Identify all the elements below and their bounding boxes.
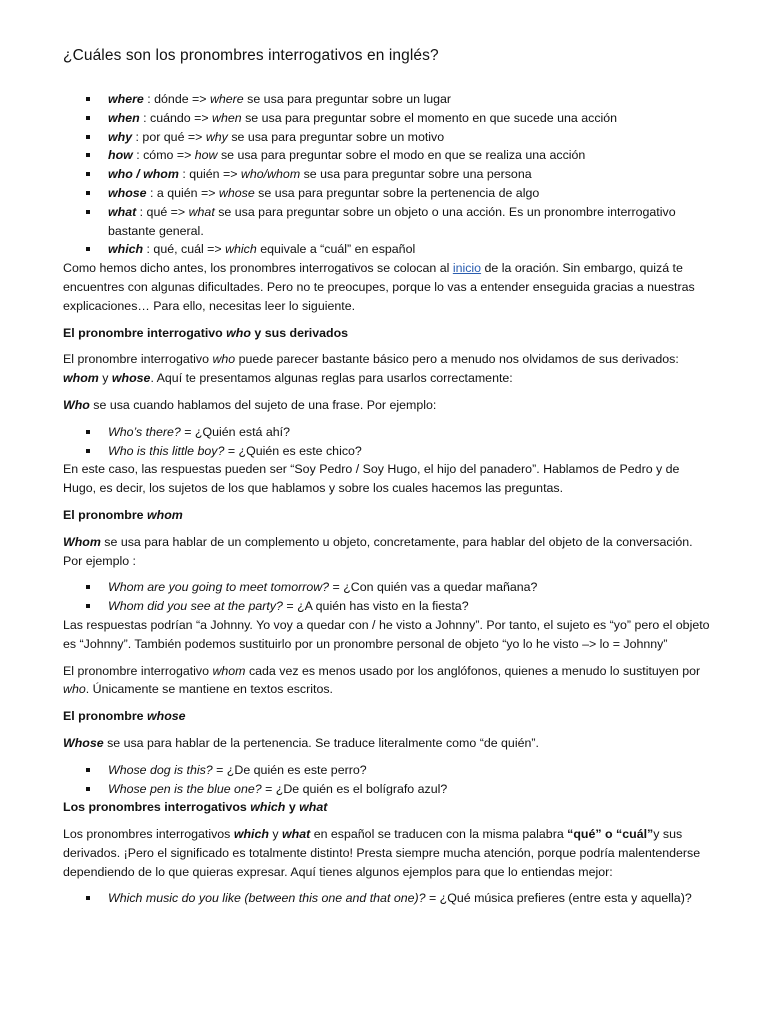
example-list — [63, 423, 713, 461]
section-heading-who: El pronombre interrogativo who y sus derivados — [63, 325, 349, 340]
paragraph: Las respuestas podrían “a Johnny. Yo voy a quedar con / he visto a Johnny”. Por tanto, el sujeto es “yo” pero el objeto es “Johnny”. También podemos sustituirlo por un pronombre personal de objeto “yo lo he visto –> lo = Johnny” — [63, 617, 710, 651]
list-item: Whose pen is the blue one? = ¿De quién es el bolígrafo azul? — [86, 780, 713, 799]
page-title: ¿Cuáles son los pronombres interrogativos en inglés? — [63, 47, 439, 64]
list-item: Who’s there? = ¿Quién está ahí? — [86, 423, 713, 442]
document-page — [63, 46, 713, 908]
list-item: where : dónde => where se usa para preguntar sobre un lugar — [86, 90, 713, 109]
list-item: Who is this little boy? = ¿Quién es este chico? — [86, 442, 713, 461]
example-list — [63, 578, 713, 616]
inicio-link[interactable]: inicio — [452, 261, 482, 276]
list-item: who / whom : quién => who/whom se usa para preguntar sobre una persona — [86, 165, 713, 184]
list-item: when : cuándo => when se usa para preguntar sobre el momento en que sucede una acción — [86, 109, 713, 128]
list-item: Whom did you see at the party? = ¿A quién has visto en la fiesta? — [86, 597, 713, 616]
paragraph: Los pronombres interrogativos which y what en español se traducen con la misma palabra “qué” o “cuál”y sus derivados. ¡Pero el significado es totalmente distinto! Presta siempre mucha atención, porque podría malentenderse dependiendo de lo que quieras expresar. Aquí tienes algunos ejemplos para que lo entiendas mejor: — [63, 827, 701, 879]
list-item: Which music do you like (between this one and that one)? = ¿Qué música prefieres (entre esta y aquella)? — [86, 889, 713, 908]
paragraph: El pronombre interrogativo who puede parecer bastante básico pero a menudo nos olvidamos de sus derivados: whom y whose. Aquí te presentamos algunas reglas para usarlos correctamente: — [63, 352, 679, 386]
example-list — [63, 889, 713, 908]
list-item: whose : a quién => whose se usa para preguntar sobre la pertenencia de algo — [86, 184, 713, 203]
example-list — [63, 761, 713, 799]
paragraph: En este caso, las respuestas pueden ser “Soy Pedro / Soy Hugo, el hijo del panadero”. Hablamos de Pedro y de Hugo, es decir, los sujetos de los que hablamos y sobre los cuales hacemos las preguntas. — [63, 462, 680, 496]
list-item: Whose dog is this? = ¿De quién es este perro? — [86, 761, 713, 780]
paragraph: Whom se usa para hablar de un complemento u objeto, concretamente, para hablar del objeto de la conversación. Por ejemplo : — [63, 534, 693, 568]
list-item: what : qué => what se usa para preguntar sobre un objeto o una acción. Es un pronombre interrogativo bastante general. — [86, 203, 713, 241]
pronoun-list — [63, 90, 713, 259]
list-item: Whom are you going to meet tomorrow? = ¿Con quién vas a quedar mañana? — [86, 578, 713, 597]
section-heading-whom: El pronombre whom — [63, 507, 183, 522]
section-heading-whose: El pronombre whose — [63, 709, 186, 724]
paragraph: Whose se usa para hablar de la pertenencia. Se traduce literalmente como “de quién”. — [63, 735, 539, 750]
list-item: why : por qué => why se usa para preguntar sobre un motivo — [86, 128, 713, 147]
paragraph: El pronombre interrogativo whom cada vez es menos usado por los anglófonos, quienes a menudo lo sustituyen por who. Únicamente se mantiene en textos escritos. — [63, 663, 701, 697]
list-item: how : cómo => how se usa para preguntar sobre el modo en que se realiza una acción — [86, 146, 713, 165]
section-heading-which-what: Los pronombres interrogativos which y what — [63, 800, 328, 815]
paragraph: Who se usa cuando hablamos del sujeto de una frase. Por ejemplo: — [63, 397, 437, 412]
paragraph: Como hemos dicho antes, los pronombres interrogativos se colocan al inicio de la oración. Sin embargo, quizá te encuentres con algunas dificultades. Pero no te preocupes, porque lo vas a entender enseguida gracias a nuestras explicaciones… Para ello, necesitas leer lo siguiente. — [63, 261, 695, 313]
list-item: which : qué, cuál => which equivale a “cuál” en español — [86, 240, 713, 259]
